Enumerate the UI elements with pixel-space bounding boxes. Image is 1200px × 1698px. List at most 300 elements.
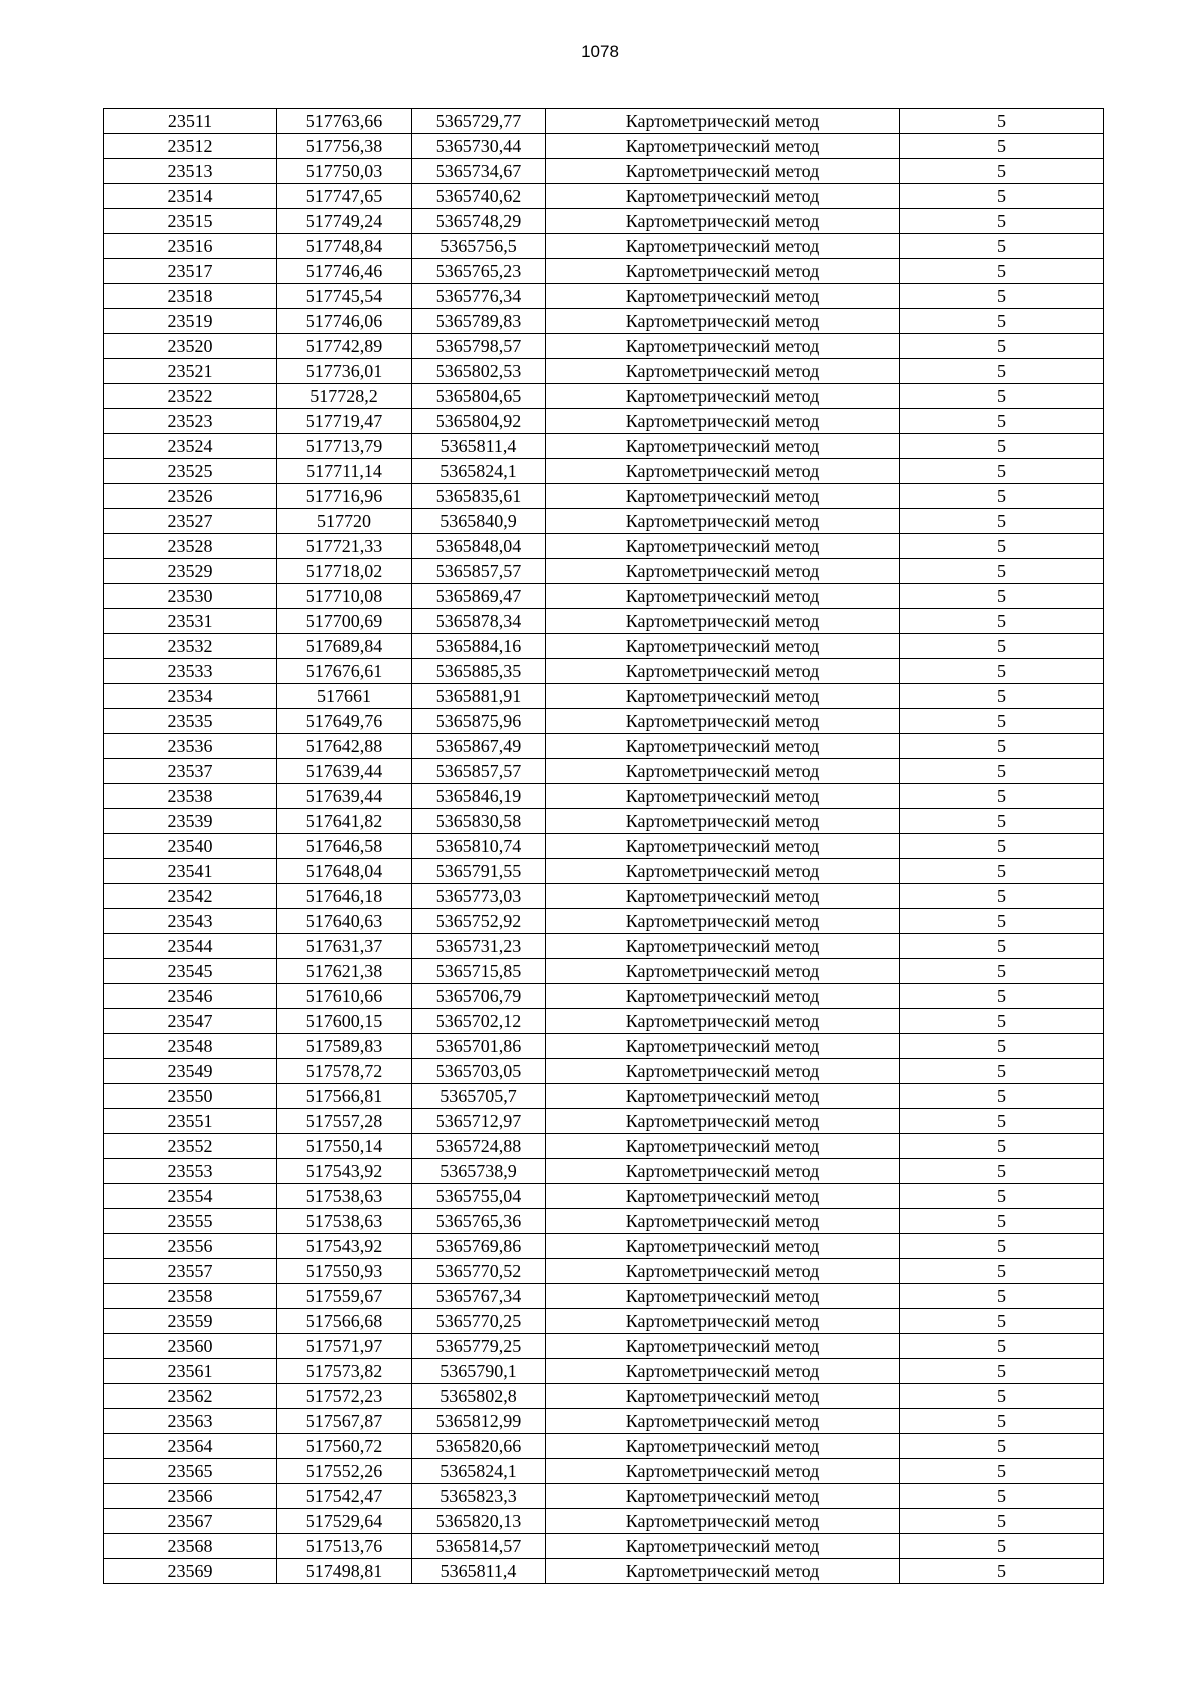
method-cell: Картометрический метод <box>546 659 900 684</box>
accuracy-cell: 5 <box>900 1009 1104 1034</box>
point-number-cell: 23556 <box>104 1234 277 1259</box>
table-row <box>104 659 1104 684</box>
accuracy-cell: 5 <box>900 334 1104 359</box>
accuracy-cell: 5 <box>900 684 1104 709</box>
table-row <box>104 259 1104 284</box>
y-coordinate-cell: 5365811,4 <box>412 434 546 459</box>
method-cell: Картометрический метод <box>546 534 900 559</box>
table-row <box>104 734 1104 759</box>
table-row <box>104 884 1104 909</box>
x-coordinate-cell: 517543,92 <box>277 1234 412 1259</box>
accuracy-cell: 5 <box>900 1259 1104 1284</box>
x-coordinate-cell: 517571,97 <box>277 1334 412 1359</box>
accuracy-cell: 5 <box>900 484 1104 509</box>
method-cell: Картометрический метод <box>546 609 900 634</box>
table-row <box>104 934 1104 959</box>
y-coordinate-cell: 5365824,1 <box>412 459 546 484</box>
method-cell: Картометрический метод <box>546 284 900 309</box>
table-row <box>104 284 1104 309</box>
x-coordinate-cell: 517676,61 <box>277 659 412 684</box>
accuracy-cell: 5 <box>900 159 1104 184</box>
y-coordinate-cell: 5365848,04 <box>412 534 546 559</box>
method-cell: Картометрический метод <box>546 159 900 184</box>
method-cell: Картометрический метод <box>546 109 900 134</box>
point-number-cell: 23526 <box>104 484 277 509</box>
point-number-cell: 23551 <box>104 1109 277 1134</box>
method-cell: Картометрический метод <box>546 559 900 584</box>
page-number: 1078 <box>581 42 619 61</box>
y-coordinate-cell: 5365712,97 <box>412 1109 546 1134</box>
point-number-cell: 23565 <box>104 1459 277 1484</box>
accuracy-cell: 5 <box>900 1234 1104 1259</box>
x-coordinate-cell: 517538,63 <box>277 1184 412 1209</box>
point-number-cell: 23555 <box>104 1209 277 1234</box>
method-cell: Картометрический метод <box>546 909 900 934</box>
accuracy-cell: 5 <box>900 1084 1104 1109</box>
method-cell: Картометрический метод <box>546 1184 900 1209</box>
accuracy-cell: 5 <box>900 1209 1104 1234</box>
x-coordinate-cell: 517600,15 <box>277 1009 412 1034</box>
method-cell: Картометрический метод <box>546 1259 900 1284</box>
table-row <box>104 184 1104 209</box>
table-row <box>104 1184 1104 1209</box>
method-cell: Картометрический метод <box>546 1534 900 1559</box>
point-number-cell: 23511 <box>104 109 277 134</box>
x-coordinate-cell: 517689,84 <box>277 634 412 659</box>
point-number-cell: 23540 <box>104 834 277 859</box>
method-cell: Картометрический метод <box>546 209 900 234</box>
table-row <box>104 1459 1104 1484</box>
table-row <box>104 159 1104 184</box>
method-cell: Картометрический метод <box>546 1434 900 1459</box>
table-row <box>104 834 1104 859</box>
table-row <box>104 1284 1104 1309</box>
y-coordinate-cell: 5365767,34 <box>412 1284 546 1309</box>
table-row <box>104 459 1104 484</box>
y-coordinate-cell: 5365756,5 <box>412 234 546 259</box>
x-coordinate-cell: 517560,72 <box>277 1434 412 1459</box>
method-cell: Картометрический метод <box>546 1459 900 1484</box>
method-cell: Картометрический метод <box>546 884 900 909</box>
table-row <box>104 1134 1104 1159</box>
x-coordinate-cell: 517589,83 <box>277 1034 412 1059</box>
x-coordinate-cell: 517716,96 <box>277 484 412 509</box>
table-row <box>104 409 1104 434</box>
x-coordinate-cell: 517566,68 <box>277 1309 412 1334</box>
point-number-cell: 23535 <box>104 709 277 734</box>
y-coordinate-cell: 5365867,49 <box>412 734 546 759</box>
y-coordinate-cell: 5365769,86 <box>412 1234 546 1259</box>
point-number-cell: 23550 <box>104 1084 277 1109</box>
y-coordinate-cell: 5365770,52 <box>412 1259 546 1284</box>
point-number-cell: 23560 <box>104 1334 277 1359</box>
point-number-cell: 23542 <box>104 884 277 909</box>
accuracy-cell: 5 <box>900 1284 1104 1309</box>
point-number-cell: 23543 <box>104 909 277 934</box>
accuracy-cell: 5 <box>900 1434 1104 1459</box>
x-coordinate-cell: 517566,81 <box>277 1084 412 1109</box>
y-coordinate-cell: 5365730,44 <box>412 134 546 159</box>
accuracy-cell: 5 <box>900 1509 1104 1534</box>
x-coordinate-cell: 517700,69 <box>277 609 412 634</box>
point-number-cell: 23536 <box>104 734 277 759</box>
method-cell: Картометрический метод <box>546 1009 900 1034</box>
x-coordinate-cell: 517721,33 <box>277 534 412 559</box>
x-coordinate-cell: 517538,63 <box>277 1209 412 1234</box>
point-number-cell: 23515 <box>104 209 277 234</box>
y-coordinate-cell: 5365875,96 <box>412 709 546 734</box>
x-coordinate-cell: 517639,44 <box>277 784 412 809</box>
accuracy-cell: 5 <box>900 634 1104 659</box>
y-coordinate-cell: 5365779,25 <box>412 1334 546 1359</box>
table-row <box>104 134 1104 159</box>
table-row <box>104 559 1104 584</box>
x-coordinate-cell: 517552,26 <box>277 1459 412 1484</box>
accuracy-cell: 5 <box>900 659 1104 684</box>
y-coordinate-cell: 5365702,12 <box>412 1009 546 1034</box>
table-row <box>104 1159 1104 1184</box>
accuracy-cell: 5 <box>900 1459 1104 1484</box>
accuracy-cell: 5 <box>900 1559 1104 1584</box>
table-row <box>104 1434 1104 1459</box>
method-cell: Картометрический метод <box>546 1234 900 1259</box>
point-number-cell: 23547 <box>104 1009 277 1034</box>
x-coordinate-cell: 517641,82 <box>277 809 412 834</box>
method-cell: Картометрический метод <box>546 1559 900 1584</box>
table-row <box>104 1209 1104 1234</box>
table-row <box>104 309 1104 334</box>
y-coordinate-cell: 5365724,88 <box>412 1134 546 1159</box>
x-coordinate-cell: 517747,65 <box>277 184 412 209</box>
table-row <box>104 484 1104 509</box>
accuracy-cell: 5 <box>900 309 1104 334</box>
x-coordinate-cell: 517543,92 <box>277 1159 412 1184</box>
y-coordinate-cell: 5365770,25 <box>412 1309 546 1334</box>
y-coordinate-cell: 5365820,66 <box>412 1434 546 1459</box>
x-coordinate-cell: 517746,46 <box>277 259 412 284</box>
y-coordinate-cell: 5365731,23 <box>412 934 546 959</box>
point-number-cell: 23530 <box>104 584 277 609</box>
x-coordinate-cell: 517529,64 <box>277 1509 412 1534</box>
point-number-cell: 23531 <box>104 609 277 634</box>
accuracy-cell: 5 <box>900 1059 1104 1084</box>
accuracy-cell: 5 <box>900 1134 1104 1159</box>
accuracy-cell: 5 <box>900 109 1104 134</box>
y-coordinate-cell: 5365765,36 <box>412 1209 546 1234</box>
point-number-cell: 23523 <box>104 409 277 434</box>
y-coordinate-cell: 5365802,8 <box>412 1384 546 1409</box>
point-number-cell: 23538 <box>104 784 277 809</box>
x-coordinate-cell: 517756,38 <box>277 134 412 159</box>
x-coordinate-cell: 517642,88 <box>277 734 412 759</box>
method-cell: Картометрический метод <box>546 234 900 259</box>
y-coordinate-cell: 5365857,57 <box>412 759 546 784</box>
method-cell: Картометрический метод <box>546 734 900 759</box>
x-coordinate-cell: 517621,38 <box>277 959 412 984</box>
y-coordinate-cell: 5365705,7 <box>412 1084 546 1109</box>
y-coordinate-cell: 5365798,57 <box>412 334 546 359</box>
x-coordinate-cell: 517748,84 <box>277 234 412 259</box>
method-cell: Картометрический метод <box>546 384 900 409</box>
table-row <box>104 1009 1104 1034</box>
x-coordinate-cell: 517728,2 <box>277 384 412 409</box>
y-coordinate-cell: 5365881,91 <box>412 684 546 709</box>
table-row <box>104 1359 1104 1384</box>
x-coordinate-cell: 517646,18 <box>277 884 412 909</box>
point-number-cell: 23537 <box>104 759 277 784</box>
x-coordinate-cell: 517750,03 <box>277 159 412 184</box>
accuracy-cell: 5 <box>900 209 1104 234</box>
point-number-cell: 23525 <box>104 459 277 484</box>
y-coordinate-cell: 5365823,3 <box>412 1484 546 1509</box>
x-coordinate-cell: 517498,81 <box>277 1559 412 1584</box>
accuracy-cell: 5 <box>900 234 1104 259</box>
point-number-cell: 23516 <box>104 234 277 259</box>
y-coordinate-cell: 5365752,92 <box>412 909 546 934</box>
y-coordinate-cell: 5365846,19 <box>412 784 546 809</box>
y-coordinate-cell: 5365869,47 <box>412 584 546 609</box>
x-coordinate-cell: 517742,89 <box>277 334 412 359</box>
y-coordinate-cell: 5365701,86 <box>412 1034 546 1059</box>
method-cell: Картометрический метод <box>546 359 900 384</box>
accuracy-cell: 5 <box>900 259 1104 284</box>
table-row <box>104 984 1104 1009</box>
table-row <box>104 1409 1104 1434</box>
accuracy-cell: 5 <box>900 1384 1104 1409</box>
x-coordinate-cell: 517573,82 <box>277 1359 412 1384</box>
accuracy-cell: 5 <box>900 459 1104 484</box>
y-coordinate-cell: 5365789,83 <box>412 309 546 334</box>
y-coordinate-cell: 5365748,29 <box>412 209 546 234</box>
point-number-cell: 23568 <box>104 1534 277 1559</box>
y-coordinate-cell: 5365835,61 <box>412 484 546 509</box>
table-row <box>104 784 1104 809</box>
y-coordinate-cell: 5365878,34 <box>412 609 546 634</box>
y-coordinate-cell: 5365820,13 <box>412 1509 546 1534</box>
x-coordinate-cell: 517749,24 <box>277 209 412 234</box>
method-cell: Картометрический метод <box>546 434 900 459</box>
x-coordinate-cell: 517719,47 <box>277 409 412 434</box>
method-cell: Картометрический метод <box>546 634 900 659</box>
y-coordinate-cell: 5365885,35 <box>412 659 546 684</box>
method-cell: Картометрический метод <box>546 709 900 734</box>
method-cell: Картометрический метод <box>546 184 900 209</box>
table-row <box>104 1534 1104 1559</box>
x-coordinate-cell: 517578,72 <box>277 1059 412 1084</box>
point-number-cell: 23522 <box>104 384 277 409</box>
coordinates-table-body <box>104 109 1104 1584</box>
accuracy-cell: 5 <box>900 434 1104 459</box>
accuracy-cell: 5 <box>900 1109 1104 1134</box>
accuracy-cell: 5 <box>900 609 1104 634</box>
accuracy-cell: 5 <box>900 1334 1104 1359</box>
x-coordinate-cell: 517557,28 <box>277 1109 412 1134</box>
accuracy-cell: 5 <box>900 734 1104 759</box>
accuracy-cell: 5 <box>900 959 1104 984</box>
table-row <box>104 1259 1104 1284</box>
x-coordinate-cell: 517550,93 <box>277 1259 412 1284</box>
method-cell: Картометрический метод <box>546 1484 900 1509</box>
method-cell: Картометрический метод <box>546 309 900 334</box>
method-cell: Картометрический метод <box>546 1359 900 1384</box>
table-row <box>104 909 1104 934</box>
x-coordinate-cell: 517736,01 <box>277 359 412 384</box>
y-coordinate-cell: 5365802,53 <box>412 359 546 384</box>
table-row <box>104 759 1104 784</box>
x-coordinate-cell: 517713,79 <box>277 434 412 459</box>
point-number-cell: 23534 <box>104 684 277 709</box>
y-coordinate-cell: 5365791,55 <box>412 859 546 884</box>
y-coordinate-cell: 5365810,74 <box>412 834 546 859</box>
point-number-cell: 23520 <box>104 334 277 359</box>
y-coordinate-cell: 5365830,58 <box>412 809 546 834</box>
y-coordinate-cell: 5365715,85 <box>412 959 546 984</box>
x-coordinate-cell: 517745,54 <box>277 284 412 309</box>
accuracy-cell: 5 <box>900 809 1104 834</box>
method-cell: Картометрический метод <box>546 1159 900 1184</box>
table-row <box>104 959 1104 984</box>
method-cell: Картометрический метод <box>546 409 900 434</box>
accuracy-cell: 5 <box>900 384 1104 409</box>
x-coordinate-cell: 517559,67 <box>277 1284 412 1309</box>
y-coordinate-cell: 5365738,9 <box>412 1159 546 1184</box>
method-cell: Картометрический метод <box>546 1509 900 1534</box>
table-row <box>104 209 1104 234</box>
y-coordinate-cell: 5365755,04 <box>412 1184 546 1209</box>
accuracy-cell: 5 <box>900 834 1104 859</box>
method-cell: Картометрический метод <box>546 784 900 809</box>
accuracy-cell: 5 <box>900 534 1104 559</box>
method-cell: Картометрический метод <box>546 959 900 984</box>
x-coordinate-cell: 517550,14 <box>277 1134 412 1159</box>
x-coordinate-cell: 517711,14 <box>277 459 412 484</box>
accuracy-cell: 5 <box>900 559 1104 584</box>
point-number-cell: 23553 <box>104 1159 277 1184</box>
accuracy-cell: 5 <box>900 934 1104 959</box>
y-coordinate-cell: 5365840,9 <box>412 509 546 534</box>
x-coordinate-cell: 517718,02 <box>277 559 412 584</box>
accuracy-cell: 5 <box>900 134 1104 159</box>
point-number-cell: 23512 <box>104 134 277 159</box>
x-coordinate-cell: 517610,66 <box>277 984 412 1009</box>
accuracy-cell: 5 <box>900 1534 1104 1559</box>
table-row <box>104 109 1104 134</box>
y-coordinate-cell: 5365824,1 <box>412 1459 546 1484</box>
accuracy-cell: 5 <box>900 1184 1104 1209</box>
y-coordinate-cell: 5365884,16 <box>412 634 546 659</box>
method-cell: Картометрический метод <box>546 1134 900 1159</box>
table-row <box>104 534 1104 559</box>
table-row <box>104 1309 1104 1334</box>
point-number-cell: 23546 <box>104 984 277 1009</box>
table-row <box>104 809 1104 834</box>
table-row <box>104 334 1104 359</box>
y-coordinate-cell: 5365814,57 <box>412 1534 546 1559</box>
table-row <box>104 1509 1104 1534</box>
x-coordinate-cell: 517648,04 <box>277 859 412 884</box>
coordinates-table <box>103 108 1104 1584</box>
point-number-cell: 23521 <box>104 359 277 384</box>
method-cell: Картометрический метод <box>546 984 900 1009</box>
x-coordinate-cell: 517513,76 <box>277 1534 412 1559</box>
y-coordinate-cell: 5365740,62 <box>412 184 546 209</box>
table-row <box>104 634 1104 659</box>
point-number-cell: 23533 <box>104 659 277 684</box>
table-row <box>104 1484 1104 1509</box>
table-row <box>104 1109 1104 1134</box>
table-row <box>104 709 1104 734</box>
table-row <box>104 859 1104 884</box>
accuracy-cell: 5 <box>900 784 1104 809</box>
point-number-cell: 23567 <box>104 1509 277 1534</box>
accuracy-cell: 5 <box>900 1309 1104 1334</box>
y-coordinate-cell: 5365804,92 <box>412 409 546 434</box>
y-coordinate-cell: 5365729,77 <box>412 109 546 134</box>
x-coordinate-cell: 517542,47 <box>277 1484 412 1509</box>
x-coordinate-cell: 517720 <box>277 509 412 534</box>
method-cell: Картометрический метод <box>546 1309 900 1334</box>
accuracy-cell: 5 <box>900 859 1104 884</box>
accuracy-cell: 5 <box>900 1034 1104 1059</box>
y-coordinate-cell: 5365706,79 <box>412 984 546 1009</box>
table-row <box>104 1084 1104 1109</box>
point-number-cell: 23513 <box>104 159 277 184</box>
accuracy-cell: 5 <box>900 1359 1104 1384</box>
point-number-cell: 23559 <box>104 1309 277 1334</box>
y-coordinate-cell: 5365804,65 <box>412 384 546 409</box>
point-number-cell: 23519 <box>104 309 277 334</box>
method-cell: Картометрический метод <box>546 759 900 784</box>
method-cell: Картометрический метод <box>546 1034 900 1059</box>
point-number-cell: 23539 <box>104 809 277 834</box>
point-number-cell: 23524 <box>104 434 277 459</box>
method-cell: Картометрический метод <box>546 934 900 959</box>
point-number-cell: 23528 <box>104 534 277 559</box>
accuracy-cell: 5 <box>900 184 1104 209</box>
point-number-cell: 23541 <box>104 859 277 884</box>
y-coordinate-cell: 5365765,23 <box>412 259 546 284</box>
table-row <box>104 1384 1104 1409</box>
x-coordinate-cell: 517567,87 <box>277 1409 412 1434</box>
point-number-cell: 23564 <box>104 1434 277 1459</box>
accuracy-cell: 5 <box>900 709 1104 734</box>
table-row <box>104 1034 1104 1059</box>
table-row <box>104 584 1104 609</box>
table-row <box>104 1334 1104 1359</box>
point-number-cell: 23549 <box>104 1059 277 1084</box>
method-cell: Картометрический метод <box>546 859 900 884</box>
x-coordinate-cell: 517763,66 <box>277 109 412 134</box>
accuracy-cell: 5 <box>900 1484 1104 1509</box>
method-cell: Картометрический метод <box>546 1409 900 1434</box>
x-coordinate-cell: 517649,76 <box>277 709 412 734</box>
method-cell: Картометрический метод <box>546 684 900 709</box>
x-coordinate-cell: 517710,08 <box>277 584 412 609</box>
accuracy-cell: 5 <box>900 359 1104 384</box>
method-cell: Картометрический метод <box>546 584 900 609</box>
table-row <box>104 684 1104 709</box>
table-row <box>104 359 1104 384</box>
accuracy-cell: 5 <box>900 284 1104 309</box>
table-row <box>104 1559 1104 1584</box>
table-row <box>104 1234 1104 1259</box>
y-coordinate-cell: 5365703,05 <box>412 1059 546 1084</box>
table-row <box>104 434 1104 459</box>
method-cell: Картометрический метод <box>546 509 900 534</box>
accuracy-cell: 5 <box>900 884 1104 909</box>
method-cell: Картометрический метод <box>546 834 900 859</box>
y-coordinate-cell: 5365812,99 <box>412 1409 546 1434</box>
